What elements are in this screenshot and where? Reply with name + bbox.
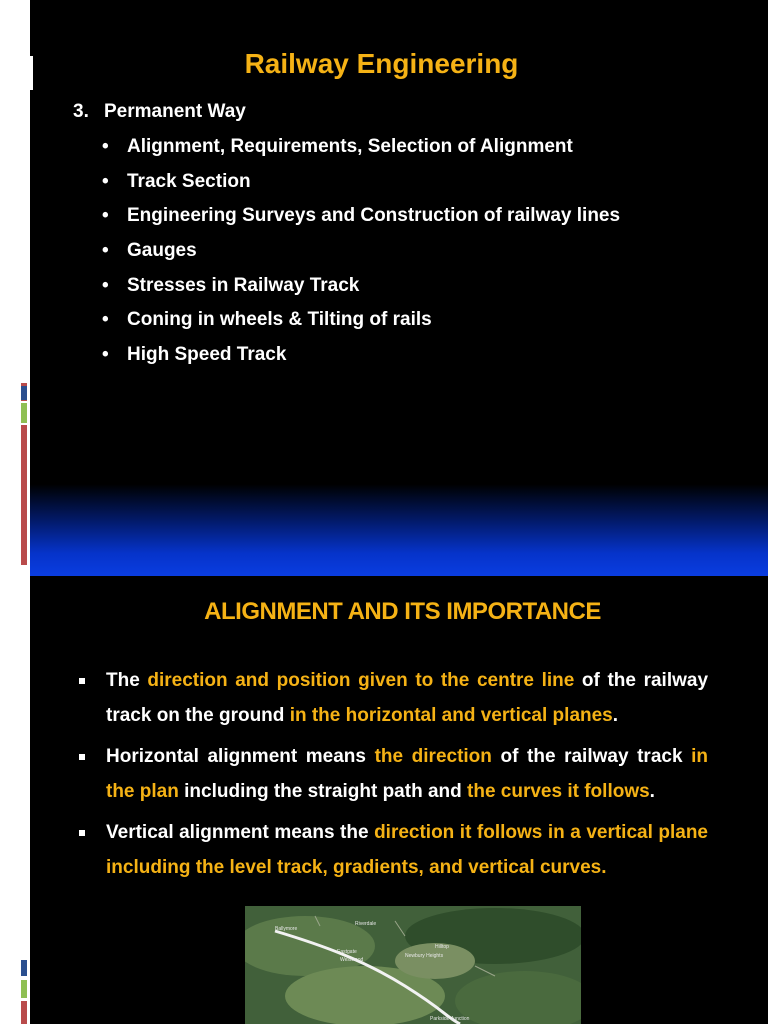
left-deco-blue-2	[21, 960, 27, 976]
bullet-dot: •	[102, 274, 109, 296]
bullet-dot: •	[102, 309, 109, 331]
left-deco-green-2	[21, 980, 27, 998]
map-label: Westwood	[340, 957, 364, 963]
list-item: • Engineering Surveys and Construction of railway lines	[102, 203, 620, 238]
paragraph-direction: The direction and position given to the centre line of the railway track on the ground in the horizontal and vertical planes.	[106, 670, 709, 726]
slide-title: ALIGNMENT AND ITS IMPORTANCE	[204, 598, 601, 625]
map-label: Newbury Heights	[405, 953, 444, 959]
square-bullet-icon	[79, 754, 85, 760]
slide-railway-engineering	[30, 0, 768, 576]
blue-glow-band	[30, 484, 768, 576]
list-item: • Track Section	[102, 169, 620, 204]
left-deco-redbar-1	[21, 425, 27, 565]
slide-title: Railway Engineering	[244, 48, 519, 79]
satellite-map-image	[245, 906, 581, 1024]
left-deco-bar-4	[22, 634, 25, 664]
map-label: Ballymore	[275, 926, 298, 932]
bullet-dot: •	[102, 344, 109, 366]
list-item: • Stresses in Railway Track	[102, 273, 620, 308]
left-deco-blue-1	[21, 386, 27, 400]
left-deco-bar-1	[16, 56, 19, 90]
map-label: Parkside Junction	[430, 1016, 470, 1022]
map-terrain	[245, 906, 581, 1024]
bullet-dot: •	[102, 240, 109, 262]
bullet-dot: •	[102, 136, 109, 157]
paragraph-vertical: Vertical alignment means the direction it follows in a vertical plane including the level track, gradients, and vertical curves.	[106, 822, 708, 878]
paragraph-horizontal: Horizontal alignment means the direction of the railway track in the plan including the straight path and the curves it follows.	[106, 746, 709, 802]
item-number: 3.	[73, 101, 89, 122]
numbered-item	[73, 101, 246, 123]
list-item: • Alignment, Requirements, Selection of Alignment	[102, 134, 620, 169]
topic-bullet-list	[102, 134, 620, 377]
map-label: Riverdale	[355, 921, 377, 927]
left-deco-green-1	[21, 403, 27, 423]
square-bullet-icon	[79, 678, 85, 684]
item-label: Permanent Way	[104, 101, 246, 122]
left-deco-bar-2	[22, 56, 25, 90]
slide-alignment-importance	[30, 576, 768, 1024]
list-item: • Coning in wheels & Tilting of rails	[102, 307, 620, 342]
map-label: Eastgate	[337, 949, 357, 955]
bullet-dot: •	[102, 170, 109, 192]
list-item: • High Speed Track	[102, 342, 620, 377]
left-deco-redbar-2	[21, 1001, 27, 1024]
map-label: Hilltop	[435, 944, 449, 950]
bullet-dot: •	[102, 205, 109, 227]
left-deco-bar-3	[16, 634, 19, 664]
list-item: • Gauges	[102, 238, 620, 273]
square-bullet-icon	[79, 830, 85, 836]
